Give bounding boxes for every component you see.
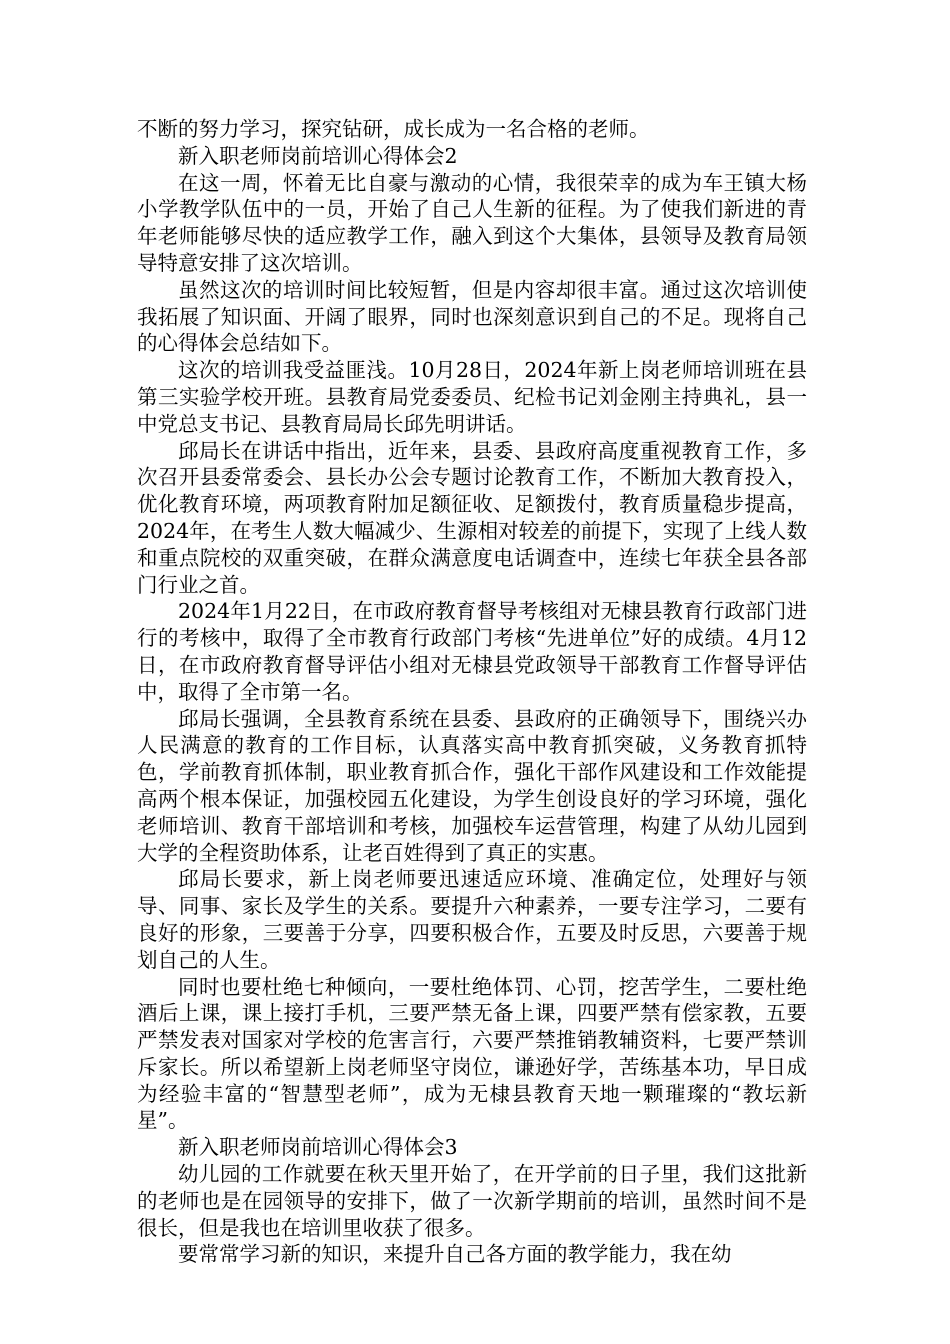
paragraph: 邱局长要求，新上岗老师要迅速适应环境、准确定位，处理好与领导、同事、家长及学生的关系。要提升六种素养，一要专注学习，二要有良好的形象，三要善于分享，四要积极合作，五要及时反思，六要善于规划自己的人生。 xyxy=(137,867,807,972)
paragraph-continuation: 不断的努力学习，探究钻研，成长成为一名合格的老师。 xyxy=(137,117,650,141)
paragraph: 同时也要杜绝七种倾向，一要杜绝体罚、心罚，挖苦学生，二要杜绝酒后上课，课上接打手机，三要严禁无备上课，四要严禁有偿家教，五要严禁发表对国家对学校的危害言行，六要严禁推销教辅资料，七要严禁训斥家长。所以希望新上岗老师坚守岗位，谦逊好学，苦练基本功，早日成为经验丰富的“智慧型老师”，成为无棣县教育天地一颗璀璨的“教坛新星”。 xyxy=(137,974,807,1133)
paragraph: 邱局长在讲话中指出，近年来，县委、县政府高度重视教育工作，多次召开县委常委会、县长办公会专题讨论教育工作，不断加大教育投入，优化教育环境，两项教育附加足额征收、足额拨付，教育质量稳步提高，2024年，在考生人数大幅减少、生源相对较差的前提下，实现了上线人数和重点院校的双重突破，在群众满意度电话调查中，连续七年获全县各部门行业之首。 xyxy=(137,438,807,597)
paragraph: 2024年1月22日，在市政府教育督导考核组对无棣县教育行政部门进行的考核中，取得了全市教育行政部门考核“先进单位”好的成绩。4月12日，在市政府教育督导评估小组对无棣县党政领导干部教育工作督导评估中，取得了全市第一名。 xyxy=(137,599,807,704)
paragraph: 在这一周，怀着无比自豪与激动的心情，我很荣幸的成为车王镇大杨小学教学队伍中的一员，开始了自己人生新的征程。为了使我们新进的青年老师能够尽快的适应教学工作，融入到这个大集体，县领导及教育局领导特意安排了这次培训。 xyxy=(137,170,807,275)
paragraph: 要常常学习新的知识，来提升自己各方面的教学能力，我在幼 xyxy=(178,1242,732,1267)
paragraph: 这次的培训我受益匪浅。10月28日，2024年新上岗老师培训班在县第三实验学校开班。县教育局党委委员、纪检书记刘金刚主持典礼，县一中党总支书记、县教育局局长邱先明讲话。 xyxy=(137,358,807,436)
section-heading-2: 新入职老师岗前培训心得体会2 xyxy=(178,143,458,168)
paragraph: 虽然这次的培训时间比较短暂，但是内容却很丰富。通过这次培训使我拓展了知识面、开阔了眼界，同时也深刻意识到自己的不足。现将自己的心得体会总结如下。 xyxy=(137,277,807,356)
document-page xyxy=(137,116,807,1268)
paragraph: 邱局长强调，全县教育系统在县委、县政府的正确领导下，围绕兴办人民满意的教育的工作目标，认真落实高中教育抓突破，义务教育抓特色，学前教育抓体制，职业教育抓合作，强化干部作风建设和工作效能提高两个根本保证，加强校园五化建设，为学生创设良好的学习环境，强化老师培训、教育干部培训和考核，加强校车运营管理，构建了从幼儿园到大学的全程资助体系，让老百姓得到了真正的实惠。 xyxy=(137,706,807,865)
section-heading-3: 新入职老师岗前培训心得体会3 xyxy=(178,1135,458,1160)
paragraph: 幼儿园的工作就要在秋天里开始了，在开学前的日子里，我们这批新的老师也是在园领导的安排下，做了一次新学期前的培训，虽然时间不是很长，但是我也在培训里收获了很多。 xyxy=(137,1162,807,1240)
